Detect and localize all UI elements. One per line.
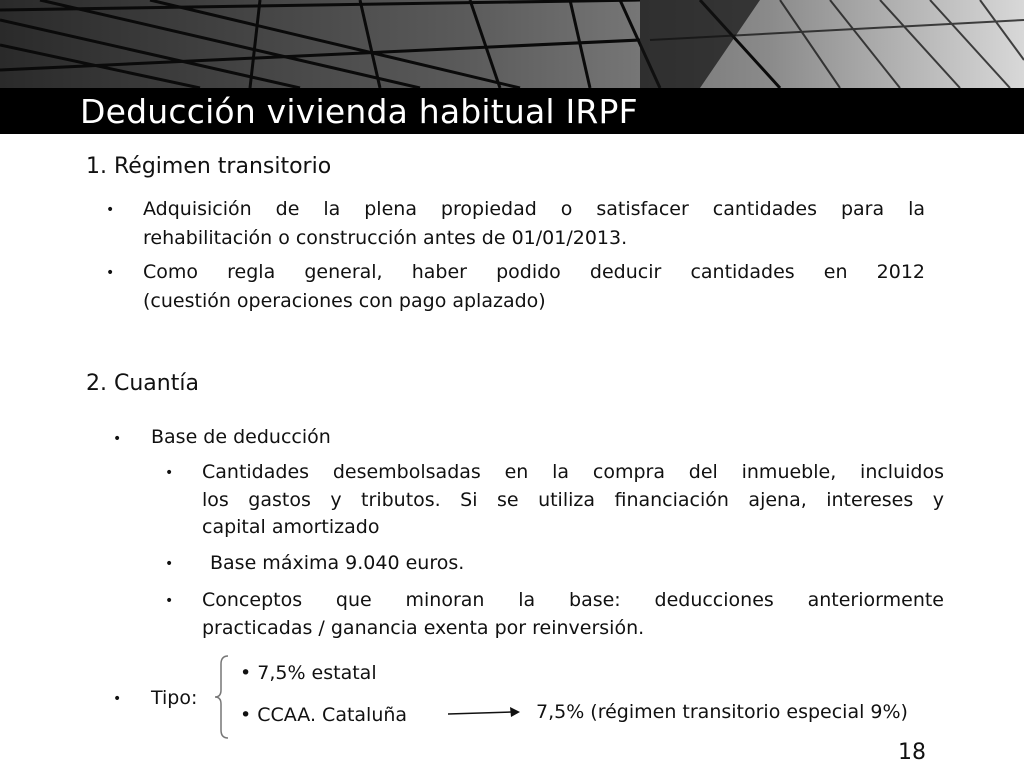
section2-heading: 2. Cuantía [86,371,199,396]
bullet-icon: • [165,556,174,572]
slide-title: Deducción vivienda habitual IRPF [80,92,638,131]
sub1-line1: Cantidades desembolsadas en la compra del inmueble, incluidos [202,461,944,483]
sub3-line2: practicadas / ganancia exenta por reinversión. [202,617,645,639]
bullet-icon: • [165,465,174,481]
section1-heading: 1. Régimen transitorio [86,154,332,179]
base-deduccion-label: Base de deducción [151,426,331,448]
bullet-icon: • [106,202,115,218]
tipo-label: Tipo: [151,687,198,709]
tipo-item-ccaa: • CCAA. Cataluña [240,704,408,726]
bullet-icon: • [165,593,174,609]
section1-bullet2-line2: (cuestión operaciones con pago aplazado) [143,290,546,312]
page-number: 18 [898,740,926,765]
header-banner-image [0,0,1024,88]
tipo-item-estatal: • 7,5% estatal [240,662,377,684]
section1-bullet1-line2: rehabilitación o construcción antes de 01/01/2013. [143,227,628,249]
bullet-icon: • [113,431,122,447]
sub1-line3: capital amortizado [202,516,380,538]
bullet-icon: • [106,265,115,281]
tipo-result: 7,5% (régimen transitorio especial 9%) [536,701,908,723]
sub3-line1: Conceptos que minoran la base: deducciones anteriormente [202,589,944,611]
left-brace-icon [212,654,232,740]
section1-bullet2-line1: Como regla general, haber podido deducir cantidades en 2012 [143,261,925,283]
sub2-text: Base máxima 9.040 euros. [210,552,465,574]
arrow-right-icon [448,706,520,720]
sub1-line2: los gastos y tributos. Si se utiliza financiación ajena, intereses y [202,489,944,511]
bullet-icon: • [113,691,122,707]
section1-bullet1-line1: Adquisición de la plena propiedad o satisfacer cantidades para la [143,198,925,220]
